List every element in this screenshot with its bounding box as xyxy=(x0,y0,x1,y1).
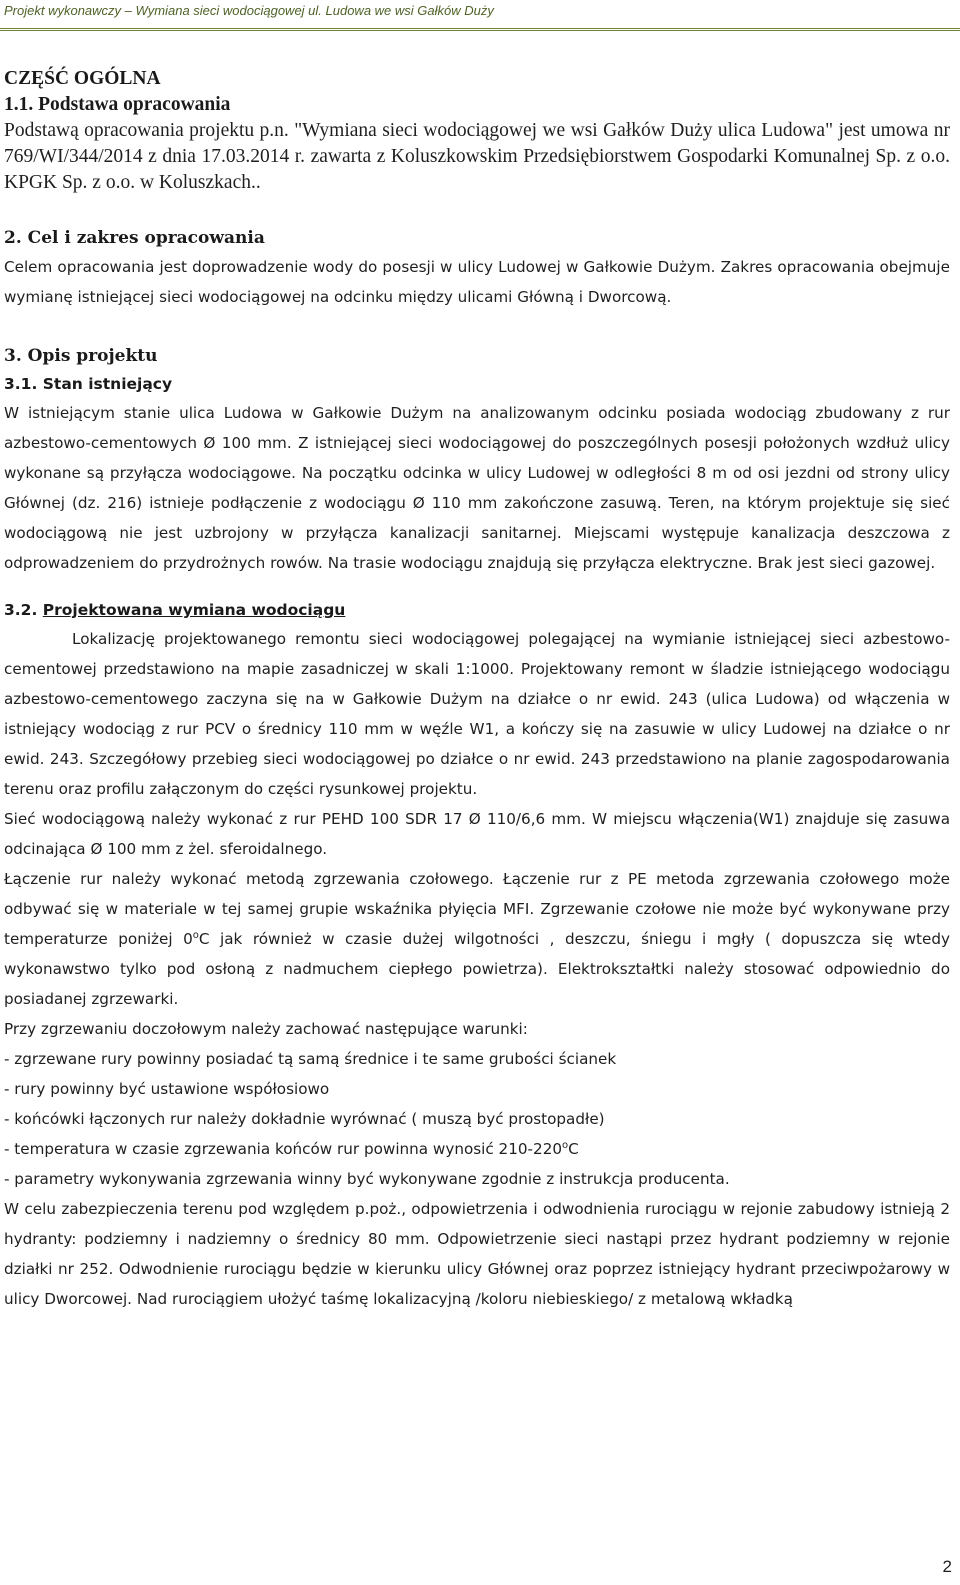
paragraph-welding xyxy=(4,864,950,1014)
section-title-2: 2. Cel i zakres opracowania xyxy=(4,228,265,248)
degree-sup: o xyxy=(192,929,199,941)
temperature-text-before: - temperatura w czasie zgrzewania końców rur powinna wynosić 210-220 xyxy=(4,1140,563,1158)
paragraph-goal: Celem opracowania jest doprowadzenie wody do posesji w ulicy Ludowej w Gałkowie Dużym. Zakres opracowania obejmuje wymianę istniejącej sieci wodociągowej na odcinku między ulicami Główną i Dworcową. xyxy=(4,258,950,306)
running-header: Projekt wykonawczy – Wymiana sieci wodociągowej ul. Ludowa we wsi Gałków Duży xyxy=(4,3,494,18)
paragraph-existing-state: W istniejącym stanie ulica Ludowa w Gałkowie Dużym na analizowanym odcinku posiada wodociąg zbudowany z rur azbestowo-cementowych Ø 100 mm. Z istniejącej sieci wodociągowej do poszczególnych posesji położonych wzdłuż ulicy wykonane są przyłącza wodociągowe. Na początku odcinka w ulicy Ludowej w odległości 8 m od osi jezdni od strony ulicy Głównej (dz. 216) istnieje podłączenie z wodociągu Ø 110 mm zakończone zasuwą. Teren, na którym projektuje się sieć wodociągową nie jest uzbrojony w przyłącza kanalizacji sanitarnej. Miejscami występuje kanalizacja deszczowa z odprowadzeniem do przydrożnych rowów. Na trasie wodociągu znajdują się przyłącza elektryczne. Brak jest sieci gazowej. xyxy=(4,404,950,572)
section-title-general: CZĘŚĆ OGÓLNA xyxy=(4,68,161,89)
subsection-label-3-2: Projektowana wymiana wodociągu xyxy=(42,601,346,619)
paragraph-location: Lokalizację projektowanego remontu sieci wodociągowej polegającej na wymianie istniejącej sieci azbestowo-cementowej przedstawiono na mapie zasadniczej w skali 1:1000. Projektowany remont w śladzie istniejącego wodociągu azbestowo-cementowego zaczyna się na w Gałkowie Dużym na działce o nr ewid. 243 (ulica Ludowa) od włączenia w istniejący wodociąg z rur PCV o średnicy 110 mm w węźle W1, a kończy się na zasuwie w ulicy Ludowej na działce o nr ewid. 243. Szczegółowy przebieg sieci wodociągowej po działce o nr ewid. 243 przedstawiono na planie zagospodarowania terenu oraz profilu załączonym do części rysunkowej projektu. xyxy=(4,630,950,798)
header-rule xyxy=(0,28,960,31)
condition-item: - rury powinny być ustawione współosiowo xyxy=(4,1080,330,1098)
condition-item: - zgrzewane rury powinny posiadać tą samą średnice i te same grubości ścianek xyxy=(4,1050,617,1068)
paragraph-fire-protection: W celu zabezpieczenia terenu pod względem p.poż., odpowietrzenia i odwodnienia rurociągu w rejonie zabudowy istnieją 2 hydranty: podziemny i nadziemny o średnicy 80 mm. Odpowietrzenie sieci nastąpi przez hydrant podziemny w rejonie działki nr 252. Odwodnienie rurociągu będzie w kierunku ulicy Głównej oraz poprzez istniejący hydrant przeciwpożarowy w ulicy Dworcowej. Nad rurociągiem ułożyć taśmę lokalizacyjną /koloru niebieskiego/ z metalową wkładką xyxy=(4,1200,950,1308)
subsection-title-3-2 xyxy=(4,596,950,624)
degree-sup: o xyxy=(562,1139,569,1151)
paragraph-basis: Podstawą opracowania projektu p.n. "Wymiana sieci wodociągowej we wsi Gałków Duży ulica Ludowa" jest umowa nr 769/WI/344/2014 z dnia 17.03.2014 r. zawarta z Koluszkowskim Przedsiębiorstwem Gospodarki Komunalnej Sp. z o.o. KPGK Sp. z o.o. w Koluszkach.. xyxy=(4,120,950,193)
section-title-3: 3. Opis projektu xyxy=(4,346,158,366)
paragraph-conditions-intro: Przy zgrzewaniu doczołowym należy zachować następujące warunki: xyxy=(4,1020,528,1038)
welding-text-before: Łączenie rur należy wykonać metodą zgrzewania czołowego. Łączenie rur z PE metoda zgrzewania czołowego może odbywać się w materiale w tej samej grupie wskaźnika płyięcia MFI. Zgrzewanie czołowe nie może być wykonywane przy temperaturze poniżej 0 xyxy=(4,870,950,948)
condition-item: - parametry wykonywania zgrzewania winny być wykonywane zgodnie z instrukcja producenta. xyxy=(4,1170,730,1188)
condition-item-temperature xyxy=(4,1134,950,1164)
subsection-title-3-1: 3.1. Stan istniejący xyxy=(4,375,173,393)
subsection-number-3-2: 3.2. xyxy=(4,601,38,619)
condition-item: - końcówki łączonych rur należy dokładnie wyrównać ( muszą być prostopadłe) xyxy=(4,1110,605,1128)
document-body xyxy=(4,66,950,1314)
temperature-text-after: C xyxy=(568,1140,579,1158)
page-number: 2 xyxy=(942,1557,952,1576)
subsection-title-1-1: 1.1. Podstawa opracowania xyxy=(4,94,231,115)
welding-text-after: C jak również w czasie dużej wilgotności , deszczu, śniegu i mgły ( dopuszcza się wtedy wykonawstwo tylko pod osłoną z nadmuchem ciepłego powietrza). Elektrokształtki należy stosować odpowiednio do posiadanej zgrzewarki. xyxy=(4,930,950,1008)
paragraph-pipe-spec: Sieć wodociągową należy wykonać z rur PEHD 100 SDR 17 Ø 110/6,6 mm. W miejscu włączenia(W1) znajduje się zasuwa odcinająca Ø 100 mm z żel. sferoidalnego. xyxy=(4,810,950,858)
